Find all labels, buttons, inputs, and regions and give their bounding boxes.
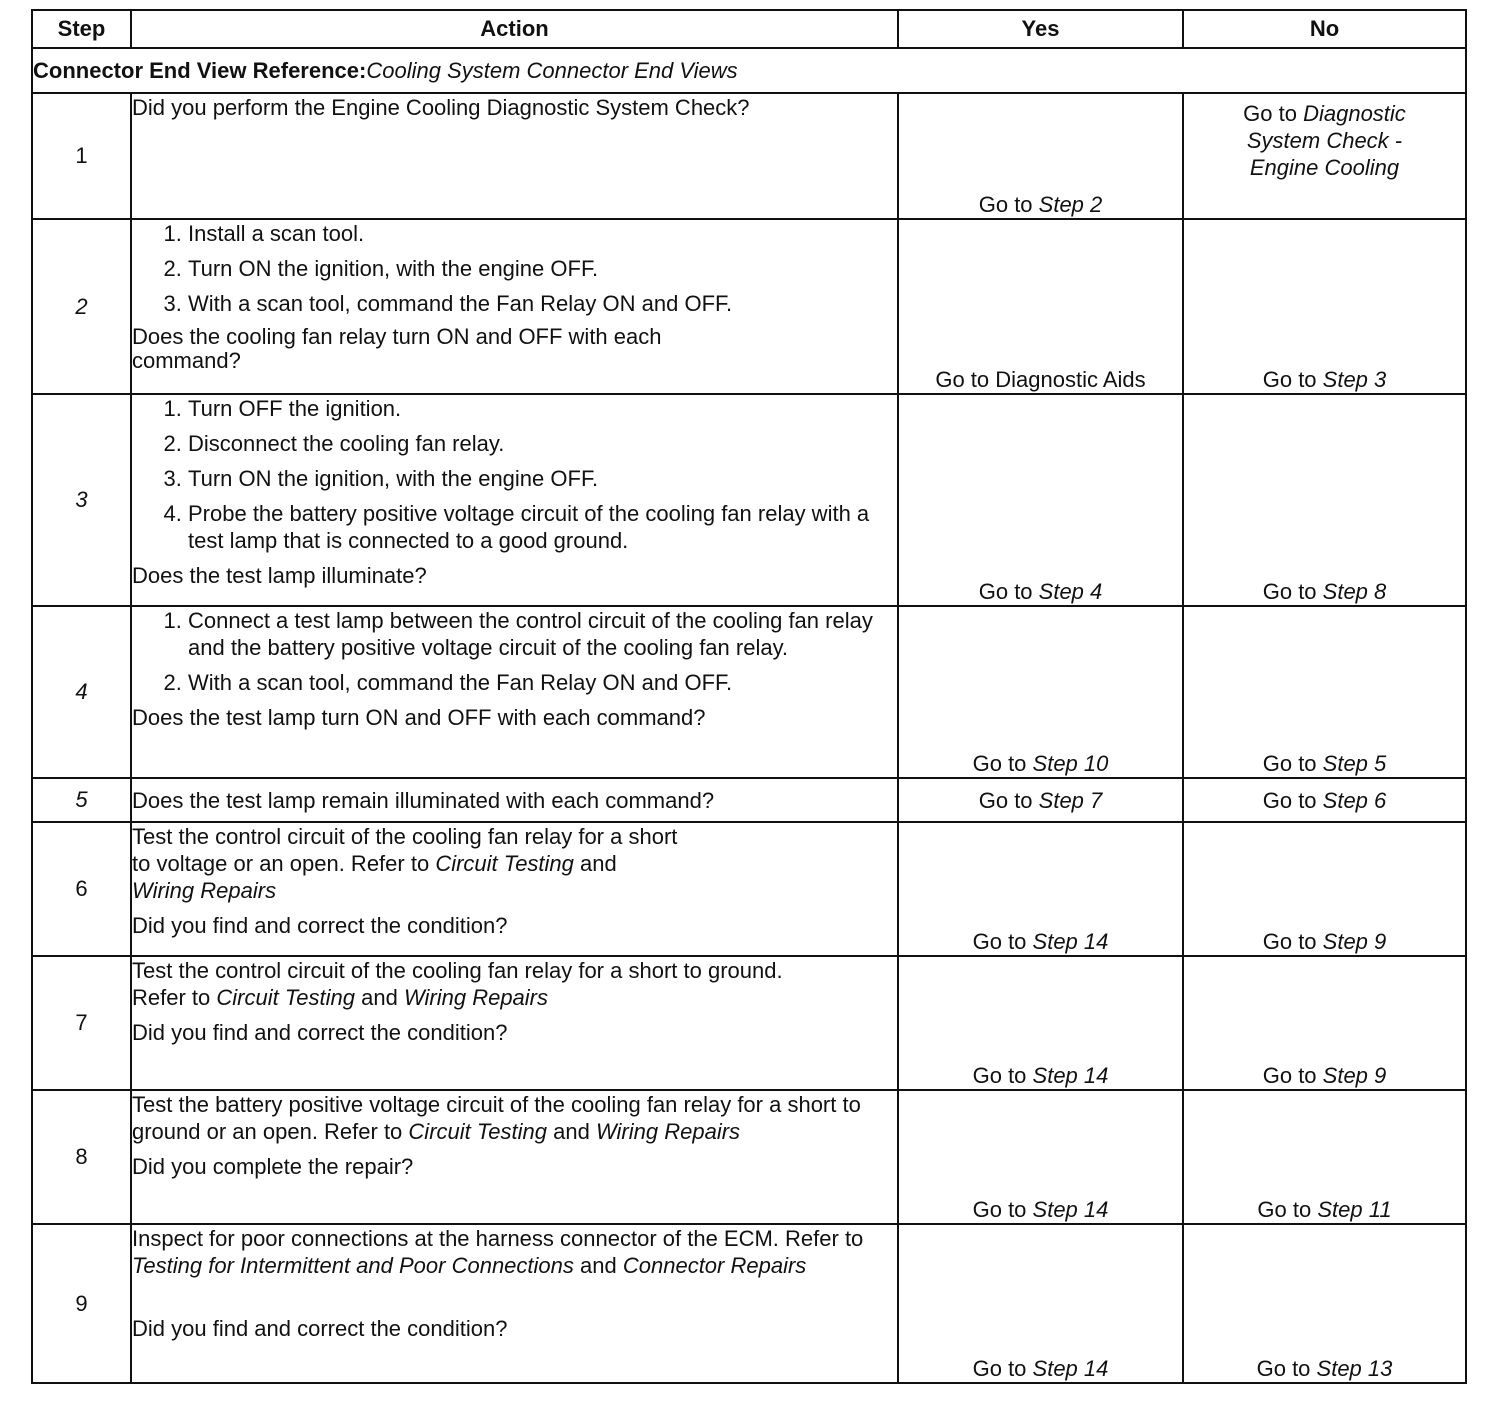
go-to-text: Go to — [978, 192, 1039, 217]
go-to-text: Go to — [972, 751, 1033, 776]
no-step-link[interactable]: Step 6 — [1322, 787, 1387, 813]
step-number: 8 — [32, 1090, 131, 1224]
go-to-text: Go to — [972, 929, 1033, 954]
header-yes: Yes — [898, 10, 1183, 48]
action-question: Did you find and correct the condition? — [132, 1020, 508, 1045]
table-row — [32, 606, 1466, 778]
go-to-text: Go to — [978, 787, 1039, 813]
no-step-link[interactable]: Step 8 — [1322, 579, 1387, 604]
no-cell — [1183, 778, 1466, 822]
action-list — [132, 607, 897, 696]
step-number: 6 — [32, 822, 131, 956]
and-text: and — [361, 985, 398, 1010]
go-to-text: Go to — [1262, 751, 1323, 776]
table-row — [32, 394, 1466, 606]
list-item: 2. With a scan tool, command the Fan Relay ON and OFF. — [188, 669, 897, 696]
reference-link[interactable]: Cooling System Connector End Views — [366, 57, 738, 83]
header-step: Step — [32, 10, 131, 48]
no-cell — [1183, 1224, 1466, 1383]
action-cell — [131, 219, 898, 394]
no-step-link[interactable]: Step 3 — [1322, 367, 1387, 392]
go-to-text: Go to — [978, 579, 1039, 604]
and-text: and — [553, 1119, 590, 1144]
action-list — [132, 220, 897, 317]
action-cell — [131, 778, 898, 822]
yes-cell — [898, 1090, 1183, 1224]
wiring-repairs-link[interactable]: Wiring Repairs — [595, 1119, 741, 1144]
table-row — [32, 1224, 1466, 1383]
action-cell — [131, 822, 898, 956]
action-question: Did you complete the repair? — [132, 1154, 414, 1179]
action-question: Did you find and correct the condition? — [132, 913, 508, 938]
action-cell — [131, 1090, 898, 1224]
action-text: Test the control circuit of the cooling fan relay for a short to ground. Refer to — [132, 958, 783, 1010]
go-to-text: Go to — [972, 1063, 1033, 1088]
yes-cell — [898, 1224, 1183, 1383]
go-to-text: Go to — [1256, 1356, 1317, 1381]
and-text: and — [580, 851, 617, 876]
list-item: 4. Probe the battery positive voltage circuit of the cooling fan relay with a test lamp that is connected to a good ground. — [188, 500, 897, 554]
action-cell — [131, 394, 898, 606]
go-to-text: Go to — [972, 1356, 1033, 1381]
step-number: 7 — [32, 956, 131, 1090]
go-to-text: Go to — [1262, 787, 1323, 813]
step-number: 1 — [32, 93, 131, 219]
list-item: 1. Connect a test lamp between the control circuit of the cooling fan relay and the battery positive voltage circuit of the cooling fan relay. — [188, 607, 897, 661]
intermittent-connections-link[interactable]: Testing for Intermittent and Poor Connections — [132, 1253, 574, 1278]
yes-step-link[interactable]: Step 14 — [1032, 1356, 1109, 1381]
action-question: Does the test lamp turn ON and OFF with each command? — [132, 705, 706, 730]
yes-cell — [898, 778, 1183, 822]
action-text: Test the battery positive voltage circuit of the cooling fan relay for a short to ground or an open. Refer to — [132, 1092, 861, 1144]
circuit-testing-link[interactable]: Circuit Testing — [216, 985, 355, 1010]
yes-step-link[interactable]: Step 7 — [1038, 787, 1103, 813]
step-number: 9 — [32, 1224, 131, 1383]
yes-cell — [898, 822, 1183, 956]
action-cell — [131, 93, 898, 219]
action-cell — [131, 1224, 898, 1383]
action-question: Did you perform the Engine Cooling Diagnostic System Check? — [132, 95, 750, 120]
yes-step-link[interactable]: Step 4 — [1038, 579, 1103, 604]
list-item: 1. Turn OFF the ignition. — [188, 395, 897, 422]
yes-cell — [898, 394, 1183, 606]
action-cell — [131, 956, 898, 1090]
list-item: 3. With a scan tool, command the Fan Relay ON and OFF. — [188, 290, 897, 317]
header-row — [32, 10, 1466, 48]
yes-cell — [898, 606, 1183, 778]
no-step-link[interactable]: Step 9 — [1322, 1063, 1387, 1088]
action-list — [132, 395, 897, 554]
go-to-text: Go to — [972, 1197, 1033, 1222]
no-cell — [1183, 1090, 1466, 1224]
action-text: Test the control circuit of the cooling fan relay for a short to voltage or an open. Refer to — [132, 824, 678, 876]
header-action: Action — [131, 10, 898, 48]
table-row — [32, 219, 1466, 394]
list-item: 2. Disconnect the cooling fan relay. — [188, 430, 897, 457]
circuit-testing-link[interactable]: Circuit Testing — [435, 851, 574, 876]
go-to-text: Go to — [1262, 367, 1323, 392]
no-step-link[interactable]: Diagnostic System Check - Engine Cooling — [1246, 101, 1406, 180]
yes-step-link[interactable]: Step 10 — [1032, 751, 1109, 776]
action-text: Inspect for poor connections at the harness connector of the ECM. Refer to — [132, 1226, 864, 1251]
step-number: 2 — [32, 219, 131, 394]
table-row — [32, 956, 1466, 1090]
yes-cell — [898, 956, 1183, 1090]
go-to-text: Go to — [1262, 579, 1323, 604]
no-cell — [1183, 956, 1466, 1090]
table-row — [32, 822, 1466, 956]
action-question: Does the test lamp remain illuminated with each command? — [132, 787, 715, 813]
no-cell — [1183, 394, 1466, 606]
list-item: 2. Turn ON the ignition, with the engine OFF. — [188, 255, 897, 282]
no-cell — [1183, 822, 1466, 956]
go-to-text: Go to — [1262, 929, 1323, 954]
yes-step-link[interactable]: Step 14 — [1032, 929, 1109, 954]
diagnostic-table — [31, 9, 1467, 1384]
step-number: 4 — [32, 606, 131, 778]
go-to-text: Go to — [1262, 1063, 1323, 1088]
yes-cell — [898, 93, 1183, 219]
table-row — [32, 93, 1466, 219]
circuit-testing-link[interactable]: Circuit Testing — [408, 1119, 547, 1144]
header-no: No — [1183, 10, 1466, 48]
table-row — [32, 778, 1466, 822]
no-step-link[interactable]: Step 13 — [1316, 1356, 1393, 1381]
reference-row — [32, 48, 1466, 93]
go-to-text: Go to — [1243, 101, 1304, 126]
action-question: Does the cooling fan relay turn ON and OFF with each command? — [132, 324, 662, 373]
no-step-link[interactable]: Step 11 — [1317, 1197, 1392, 1222]
and-text: and — [580, 1253, 617, 1278]
table-row — [32, 1090, 1466, 1224]
step-number: 3 — [32, 394, 131, 606]
wiring-repairs-link[interactable]: Wiring Repairs — [403, 985, 549, 1010]
no-cell — [1183, 93, 1466, 219]
yes-step-link[interactable]: Step 14 — [1032, 1063, 1109, 1088]
connector-repairs-link[interactable]: Connector Repairs — [622, 1253, 807, 1278]
wiring-repairs-link[interactable]: Wiring Repairs — [132, 878, 277, 903]
yes-step-link[interactable]: Step 2 — [1038, 192, 1103, 217]
step-number: 5 — [32, 778, 131, 822]
no-step-link[interactable]: Step 9 — [1322, 929, 1387, 954]
list-item: 1. Install a scan tool. — [188, 220, 897, 247]
action-cell — [131, 606, 898, 778]
go-to-text: Go to — [1257, 1197, 1318, 1222]
yes-cell — [898, 219, 1183, 394]
list-item: 3. Turn ON the ignition, with the engine OFF. — [188, 465, 897, 492]
action-question: Does the test lamp illuminate? — [132, 563, 427, 588]
no-step-link[interactable]: Step 5 — [1322, 751, 1387, 776]
no-cell — [1183, 219, 1466, 394]
yes-diagnostic-aids-link[interactable]: Go to Diagnostic Aids — [935, 367, 1146, 392]
yes-step-link[interactable]: Step 14 — [1032, 1197, 1109, 1222]
action-question: Did you find and correct the condition? — [132, 1316, 508, 1341]
no-cell — [1183, 606, 1466, 778]
reference-label: Connector End View Reference: — [33, 57, 367, 83]
